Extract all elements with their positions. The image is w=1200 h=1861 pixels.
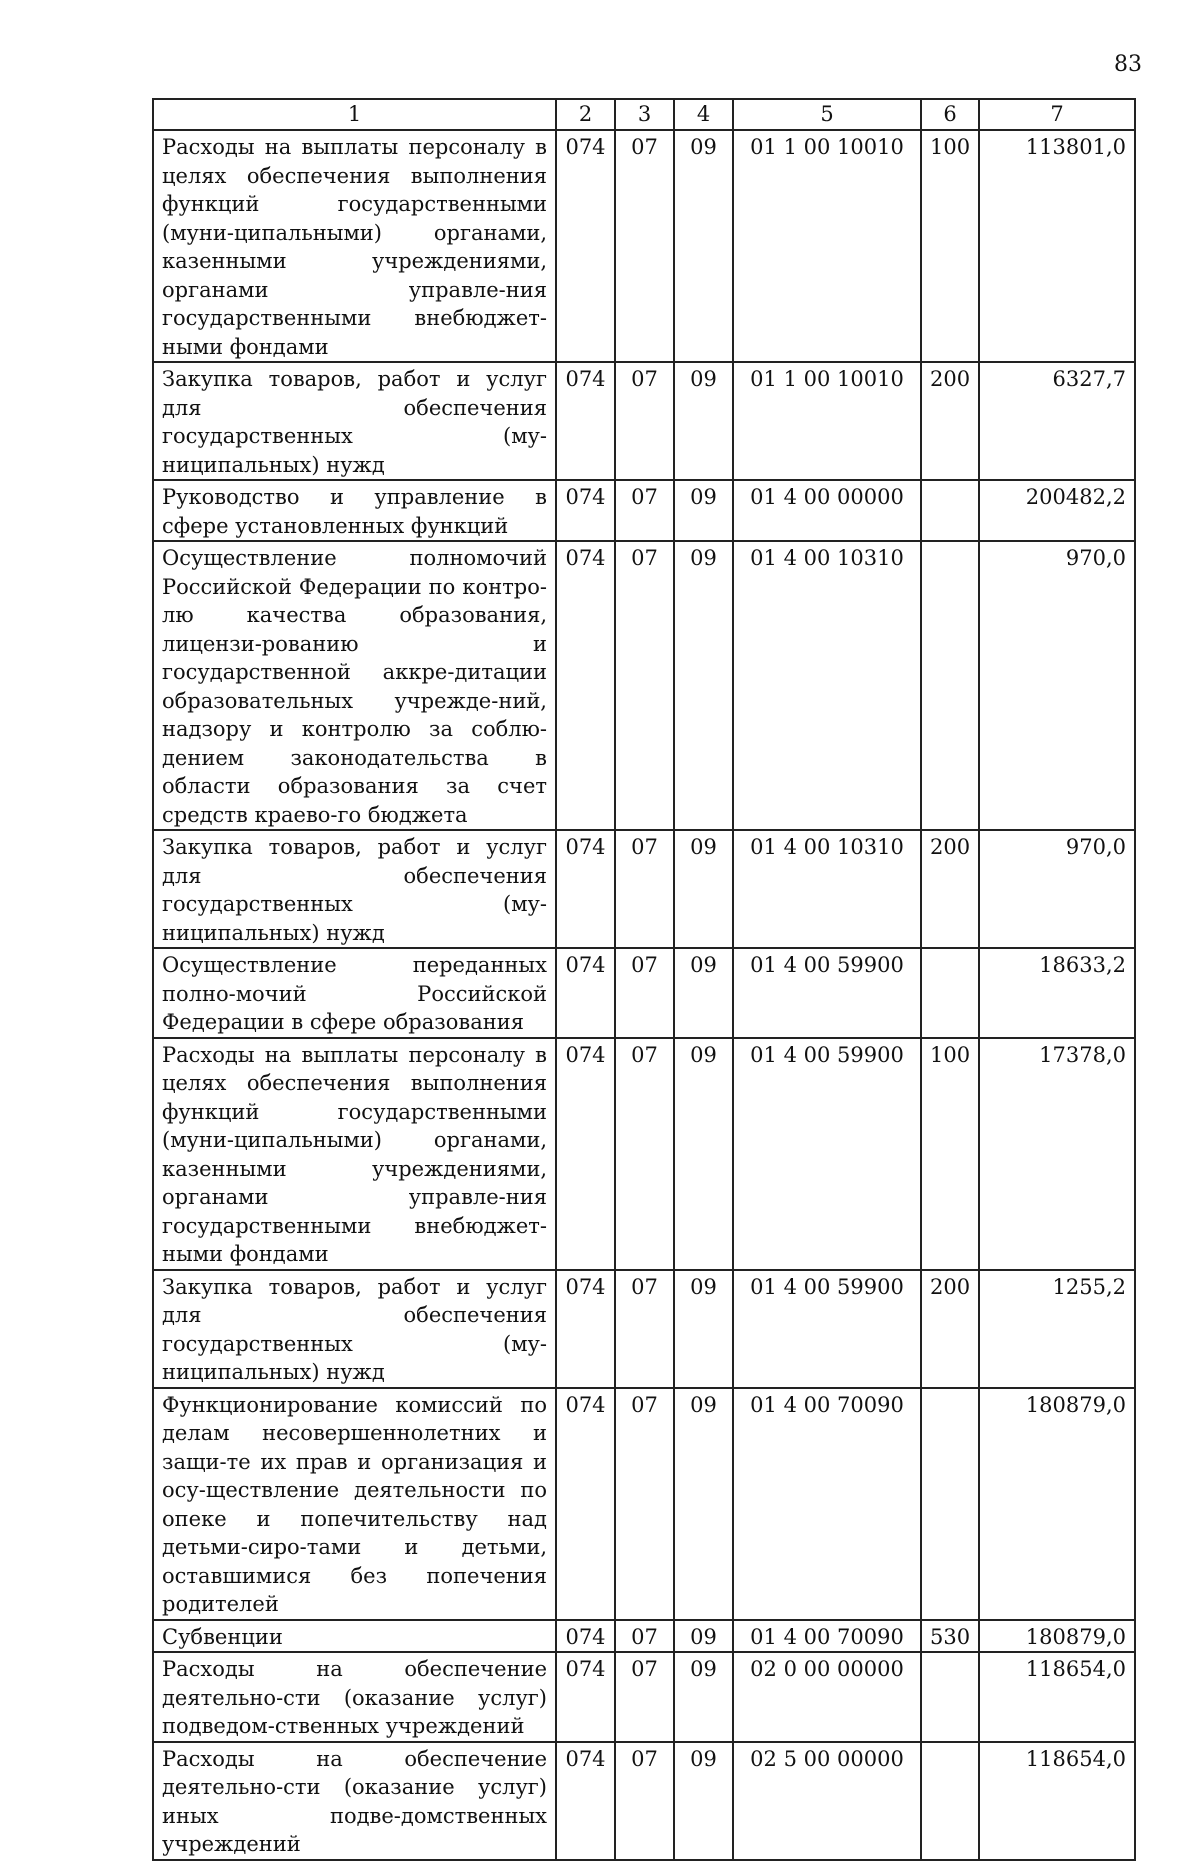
header-row xyxy=(153,99,1135,130)
row-description: Закупка товаров, работ и услуг для обеспечения государственных (му-ниципальных) нужд xyxy=(153,362,556,480)
row-amount: 118654,0 xyxy=(979,1742,1135,1860)
row-section: 07 xyxy=(615,830,674,948)
header-col-5: 5 xyxy=(733,99,921,130)
table-row xyxy=(153,362,1135,480)
row-expense-type: 200 xyxy=(921,362,979,480)
row-section: 07 xyxy=(615,541,674,830)
table-row xyxy=(153,1270,1135,1388)
table-row xyxy=(153,480,1135,541)
row-grbs: 074 xyxy=(556,1652,615,1742)
row-expense-type: 100 xyxy=(921,130,979,362)
table-row xyxy=(153,1652,1135,1742)
row-subsection: 09 xyxy=(674,1270,733,1388)
row-subsection: 09 xyxy=(674,1652,733,1742)
row-target-article: 01 4 00 10310 xyxy=(733,541,921,830)
row-grbs: 074 xyxy=(556,948,615,1038)
row-description: Расходы на выплаты персоналу в целях обеспечения выполнения функций государственными (муни-ципальными) органами, казенными учреждениями, органами управле-ния государственными внебюджет-ными фондами xyxy=(153,1038,556,1270)
row-amount: 1255,2 xyxy=(979,1270,1135,1388)
row-subsection: 09 xyxy=(674,541,733,830)
table-row xyxy=(153,1620,1135,1653)
table-row xyxy=(153,830,1135,948)
row-description: Расходы на обеспечение деятельно-сти (оказание услуг) иных подве-домственных учреждений xyxy=(153,1742,556,1860)
row-expense-type: 200 xyxy=(921,830,979,948)
row-subsection: 09 xyxy=(674,1742,733,1860)
row-grbs: 074 xyxy=(556,362,615,480)
row-subsection: 09 xyxy=(674,1038,733,1270)
row-subsection: 09 xyxy=(674,130,733,362)
row-description: Расходы на выплаты персоналу в целях обеспечения выполнения функций государственными (муни-ципальными) органами, казенными учреждениями, органами управле-ния государственными внебюджет-ными фондами xyxy=(153,130,556,362)
table-row xyxy=(153,541,1135,830)
header-col-7: 7 xyxy=(979,99,1135,130)
row-amount: 118654,0 xyxy=(979,1652,1135,1742)
row-section: 07 xyxy=(615,1652,674,1742)
row-target-article: 01 4 00 70090 xyxy=(733,1388,921,1620)
row-subsection: 09 xyxy=(674,362,733,480)
row-section: 07 xyxy=(615,1742,674,1860)
row-expense-type xyxy=(921,541,979,830)
row-target-article: 01 4 00 59900 xyxy=(733,1270,921,1388)
row-description: Субвенции xyxy=(153,1620,556,1653)
row-expense-type: 100 xyxy=(921,1038,979,1270)
row-section: 07 xyxy=(615,1038,674,1270)
page-number: 83 xyxy=(1114,52,1142,77)
row-grbs: 074 xyxy=(556,830,615,948)
row-target-article: 01 1 00 10010 xyxy=(733,130,921,362)
row-expense-type xyxy=(921,480,979,541)
table-row xyxy=(153,1038,1135,1270)
row-subsection: 09 xyxy=(674,480,733,541)
row-description: Расходы на обеспечение деятельно-сти (оказание услуг) подведом-ственных учреждений xyxy=(153,1652,556,1742)
row-section: 07 xyxy=(615,1388,674,1620)
row-amount: 17378,0 xyxy=(979,1038,1135,1270)
row-grbs: 074 xyxy=(556,1388,615,1620)
row-amount: 200482,2 xyxy=(979,480,1135,541)
row-amount: 970,0 xyxy=(979,830,1135,948)
row-subsection: 09 xyxy=(674,948,733,1038)
row-grbs: 074 xyxy=(556,130,615,362)
row-target-article: 01 4 00 59900 xyxy=(733,948,921,1038)
header-col-6: 6 xyxy=(921,99,979,130)
row-subsection: 09 xyxy=(674,1620,733,1653)
row-grbs: 074 xyxy=(556,1620,615,1653)
row-target-article: 01 4 00 10310 xyxy=(733,830,921,948)
row-target-article: 01 4 00 59900 xyxy=(733,1038,921,1270)
row-section: 07 xyxy=(615,1620,674,1653)
row-grbs: 074 xyxy=(556,1038,615,1270)
row-amount: 180879,0 xyxy=(979,1620,1135,1653)
row-expense-type xyxy=(921,1388,979,1620)
row-expense-type: 200 xyxy=(921,1270,979,1388)
row-section: 07 xyxy=(615,362,674,480)
header-col-4: 4 xyxy=(674,99,733,130)
row-expense-type: 530 xyxy=(921,1620,979,1653)
row-target-article: 01 4 00 70090 xyxy=(733,1620,921,1653)
row-target-article: 02 5 00 00000 xyxy=(733,1742,921,1860)
row-target-article: 02 0 00 00000 xyxy=(733,1652,921,1742)
row-expense-type xyxy=(921,1652,979,1742)
row-amount: 970,0 xyxy=(979,541,1135,830)
row-description: Осуществление полномочий Российской Федерации по контро-лю качества образования, лицензи-рованию и государственной аккре-дитации образовательных учрежде-ний, надзору и контролю за соблю-дением законодательства в области образования за счет средств краево-го бюджета xyxy=(153,541,556,830)
row-amount: 6327,7 xyxy=(979,362,1135,480)
row-grbs: 074 xyxy=(556,1742,615,1860)
table-row xyxy=(153,1742,1135,1860)
header-col-2: 2 xyxy=(556,99,615,130)
table-row xyxy=(153,1388,1135,1620)
row-description: Функционирование комиссий по делам несовершеннолетних и защи-те их прав и организация и осу-ществление деятельности по опеке и попечительству над детьми-сиро-тами и детьми, оставшимися без попечения родителей xyxy=(153,1388,556,1620)
header-col-3: 3 xyxy=(615,99,674,130)
row-grbs: 074 xyxy=(556,480,615,541)
row-target-article: 01 1 00 10010 xyxy=(733,362,921,480)
row-description: Закупка товаров, работ и услуг для обеспечения государственных (му-ниципальных) нужд xyxy=(153,830,556,948)
row-expense-type xyxy=(921,1742,979,1860)
row-section: 07 xyxy=(615,480,674,541)
row-amount: 180879,0 xyxy=(979,1388,1135,1620)
row-subsection: 09 xyxy=(674,830,733,948)
row-section: 07 xyxy=(615,948,674,1038)
row-expense-type xyxy=(921,948,979,1038)
row-description: Руководство и управление в сфере установленных функций xyxy=(153,480,556,541)
row-amount: 18633,2 xyxy=(979,948,1135,1038)
header-col-1: 1 xyxy=(153,99,556,130)
row-description: Осуществление переданных полно-мочий Российской Федерации в сфере образования xyxy=(153,948,556,1038)
budget-table xyxy=(152,98,1136,1861)
row-amount: 113801,0 xyxy=(979,130,1135,362)
row-target-article: 01 4 00 00000 xyxy=(733,480,921,541)
row-section: 07 xyxy=(615,1270,674,1388)
table-row xyxy=(153,948,1135,1038)
table-row xyxy=(153,130,1135,362)
row-grbs: 074 xyxy=(556,541,615,830)
row-description: Закупка товаров, работ и услуг для обеспечения государственных (му-ниципальных) нужд xyxy=(153,1270,556,1388)
row-subsection: 09 xyxy=(674,1388,733,1620)
row-section: 07 xyxy=(615,130,674,362)
row-grbs: 074 xyxy=(556,1270,615,1388)
